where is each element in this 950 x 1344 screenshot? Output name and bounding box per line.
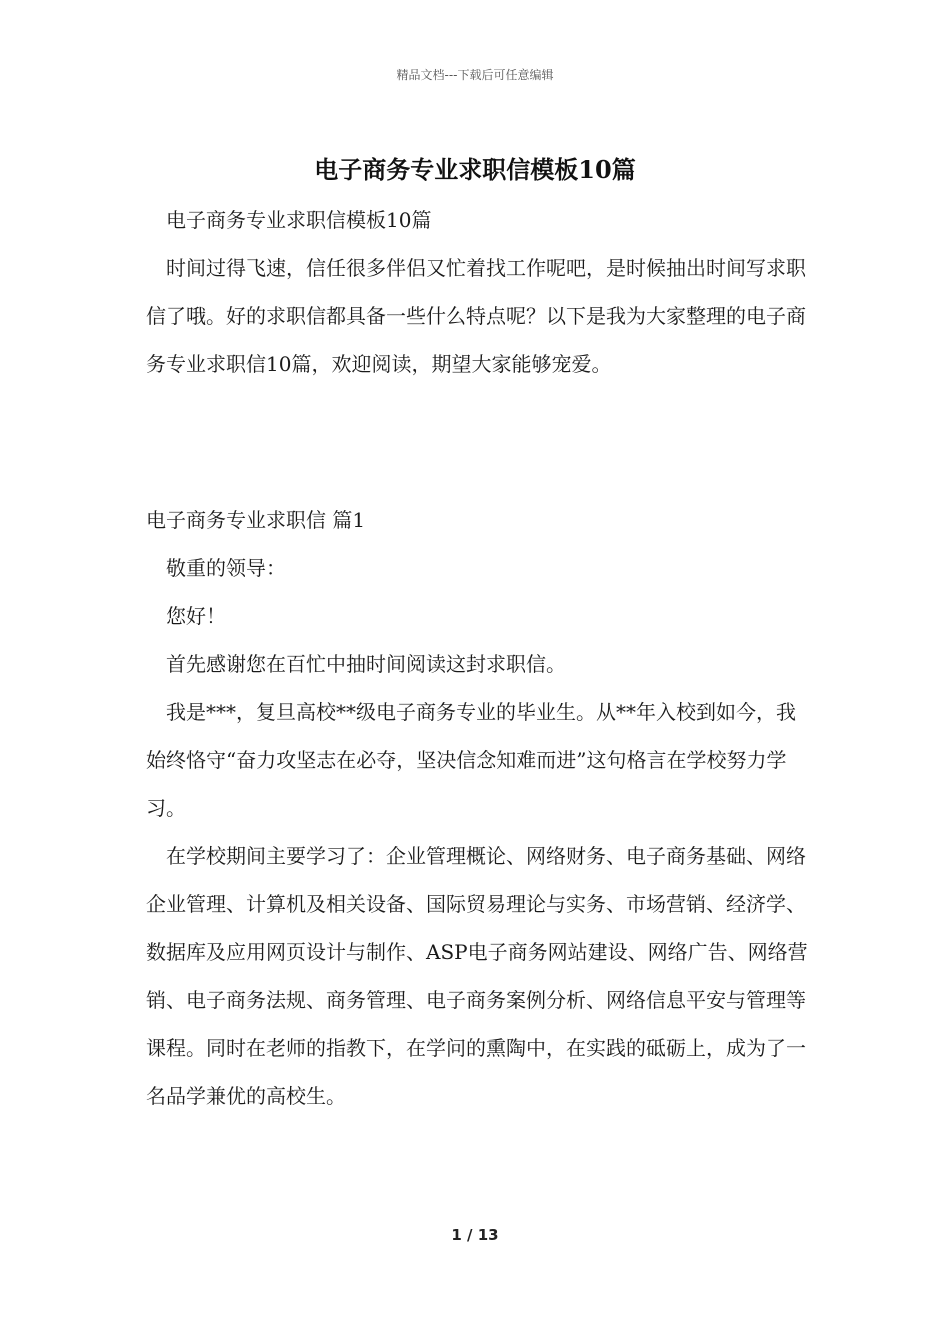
page-number: 1 / 13 <box>451 1226 499 1244</box>
paragraph-3: 在学校期间主要学习了：企业管理概论、网络财务、电子商务基础、网络企业管理、计算机及相关设备、国际贸易理论与实务、市场营销、经济学、数据库及应用网页设计与制作、ASP电子商务网站建设、网络广告、网络营销、电子商务法规、商务管理、电子商务案例分析、网络信息平安与管理等课程。同时在老师的指教下，在学问的熏陶中，在实践的砥砺上，成为了一名品学兼优的高校生。 <box>146 844 808 1108</box>
paragraph-2: 我是***，复旦高校**级电子商务专业的毕业生。从**年入校到如今，我始终恪守“奋力攻坚志在必夺，坚决信念知难而进”这句格言在学校努力学习。 <box>146 700 796 820</box>
document-body-letter <box>146 496 810 1120</box>
document-title: 电子商务专业求职信模板10篇 <box>314 155 636 184</box>
salutation: 敬重的领导： <box>166 556 286 580</box>
greeting: 您好！ <box>166 604 226 628</box>
section-heading: 电子商务专业求职信 篇1 <box>146 508 366 532</box>
intro-paragraph: 时间过得飞速，信任很多伴侣又忙着找工作呢吧，是时候抽出时间写求职信了哦。好的求职信都具备一些什么特点呢？以下是我为大家整理的电子商务专业求职信10篇，欢迎阅读，期望大家能够宠爱。 <box>146 256 806 376</box>
document-body-intro <box>146 196 810 388</box>
subtitle: 电子商务专业求职信模板10篇 <box>166 208 432 232</box>
page-header: 精品文档---下载后可任意编辑 <box>396 68 554 82</box>
paragraph-1: 首先感谢您在百忙中抽时间阅读这封求职信。 <box>166 652 566 676</box>
